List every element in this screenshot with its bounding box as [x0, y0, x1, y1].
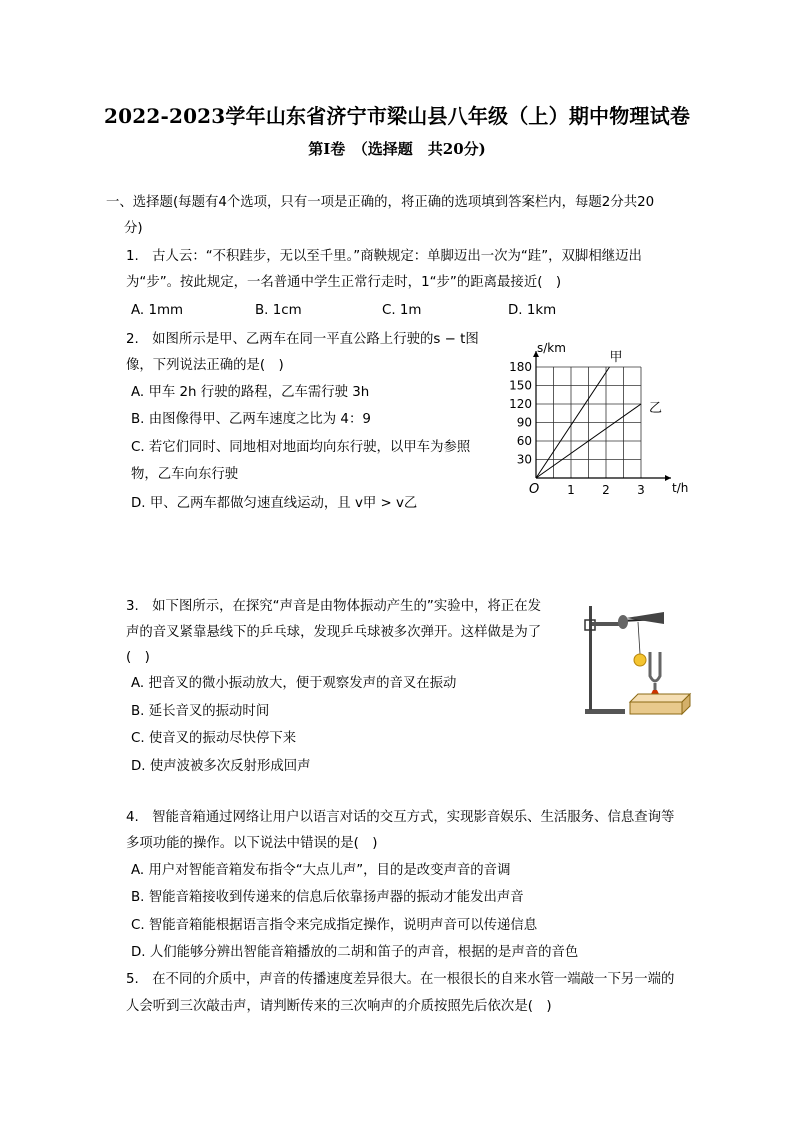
q4-stem-line2: 多项功能的操作。以下说法中错误的是( ): [126, 836, 378, 851]
q3-option-c: C. 使音叉的振动尽快停下来: [131, 731, 297, 746]
tuning-fork-apparatus-figure: [580, 598, 695, 720]
exam-title: 2022-2023学年山东省济宁市梁山县八年级（上）期中物理试卷: [103, 104, 691, 128]
x-tick-label: 1: [567, 483, 575, 497]
q3-option-d: D. 使声波被多次反射形成回声: [131, 759, 311, 774]
q2-option-b: B. 由图像得甲、乙两车速度之比为 4：9: [131, 412, 371, 427]
y-tick-label: 30: [516, 452, 532, 467]
q2-option-d: D. 甲、乙两车都做匀速直线运动，且 v甲 > v乙: [131, 496, 418, 511]
q2-stem-line1: 2. 如图所示是甲、乙两车在同一平直公路上行驶的s − t图: [126, 332, 479, 347]
series-label-yi: 乙: [649, 401, 663, 416]
x-tick-label: 3: [637, 483, 645, 497]
q4-option-b: B. 智能音箱接收到传递来的信息后依靠扬声器的振动才能发出声音: [131, 890, 524, 905]
series-label-jia: 甲: [609, 350, 623, 365]
q2-option-c-line1: C. 若它们同时、同地相对地面均向东行驶，以甲车为参照: [131, 440, 471, 455]
section-instruction-line2: 分): [124, 221, 143, 236]
q5-stem-line1: 5. 在不同的介质中，声音的传播速度差异很大。在一根很长的自来水管一端敲一下另一端的: [126, 972, 675, 987]
q1-option-b: B. 1cm: [255, 303, 302, 318]
q3-stem-line1: 3. 如下图所示，在探究“声音是由物体振动产生的”实验中，将正在发: [126, 599, 541, 614]
q1-stem-line2: 为“步”。按此规定，一名普通中学生正常行走时，1“步”的距离最接近( ): [126, 275, 562, 290]
q3-option-b: B. 延长音叉的振动时间: [131, 704, 270, 719]
q3-stem-line2: 声的音叉紧靠悬线下的乒乓球，发现乒乓球被多次弹开。这样做是为了: [126, 625, 542, 640]
y-tick-label: 120: [509, 397, 532, 411]
q1-option-a: A. 1mm: [131, 303, 184, 318]
exam-subtitle: 第Ⅰ卷 （选择题 共20分): [308, 140, 486, 158]
q4-stem-line1: 4. 智能音箱通过网络让用户以语言对话的交互方式，实现影音娱乐、生活服务、信息查询等: [126, 810, 675, 825]
q3-stem-line3: ( ): [126, 650, 150, 665]
x-axis-arrow: [665, 475, 671, 481]
q1-option-d: D. 1km: [508, 303, 557, 318]
section-instruction-line1: 一、选择题(每题有4个选项，只有一项是正确的，将正确的选项填到答案栏内，每题2分共20: [106, 195, 655, 210]
y-tick-label: 180: [509, 360, 532, 374]
y-tick-label: 60: [516, 434, 532, 448]
x-tick-label: 2: [602, 483, 610, 497]
q5-stem-line2: 人会听到三次敲击声，请判断传来的三次响声的介质按照先后依次是( ): [126, 999, 552, 1014]
origin-label: O: [529, 482, 540, 497]
q2-option-a: A. 甲车 2h 行驶的路程，乙车需行驶 3h: [131, 385, 370, 400]
x-axis-label: t/h: [672, 481, 689, 495]
q2-stem-line2: 像，下列说法正确的是( ): [126, 358, 284, 373]
q4-option-a: A. 用户对智能音箱发布指令“大点儿声”，目的是改变声音的音调: [131, 863, 511, 878]
y-tick-label: 150: [509, 378, 532, 393]
q1-option-c: C. 1m: [382, 303, 422, 318]
q4-option-c: C. 智能音箱能根据语言指令来完成指定操作，说明声音可以传递信息: [131, 918, 538, 933]
q3-option-a: A. 把音叉的微小振动放大，便于观察发声的音叉在振动: [131, 676, 457, 691]
q4-option-d: D. 人们能够分辨出智能音箱播放的二胡和笛子的声音，根据的是声音的音色: [131, 945, 579, 960]
st-graph: [500, 330, 700, 505]
y-tick-label: 90: [516, 415, 532, 430]
q2-option-c-line2: 物，乙车向东行驶: [131, 467, 239, 482]
q1-stem-line1: 1. 古人云：“不积跬步，无以至千里。”商鞅规定：单脚迈出一次为“跬”，双脚相继迈出: [126, 249, 642, 264]
y-axis-label: s/km: [537, 341, 566, 355]
